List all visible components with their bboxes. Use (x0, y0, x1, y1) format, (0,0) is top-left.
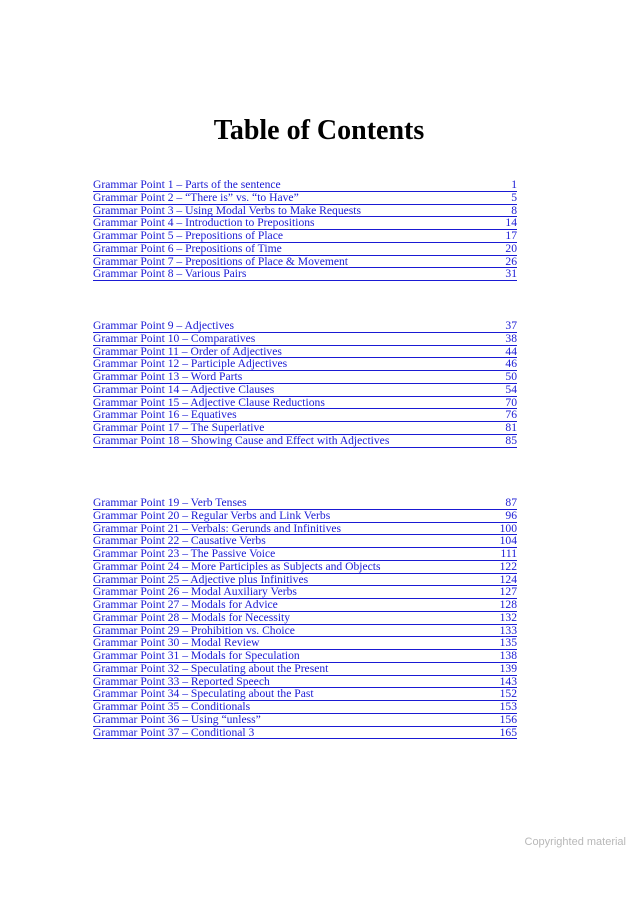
toc-entry-page-number: 135 (499, 636, 517, 650)
toc-entry-title: Grammar Point 13 – Word Parts (93, 370, 243, 383)
toc-entry-title: Grammar Point 10 – Comparatives (93, 331, 256, 345)
toc-entry-page-number: 37 (505, 319, 517, 332)
toc-entry-link[interactable] (93, 268, 517, 281)
toc-entry-title: Grammar Point 34 – Speculating about the Past (93, 687, 314, 701)
toc-entry-link[interactable] (93, 548, 517, 561)
toc-entry-page-number: 70 (505, 395, 517, 409)
toc-entry-link[interactable] (93, 320, 517, 333)
toc-entry-title: Grammar Point 9 – Adjectives (93, 319, 235, 332)
toc-entry-link[interactable] (93, 727, 517, 740)
toc-entry-page-number: 31 (505, 267, 517, 281)
toc-entry-link[interactable] (93, 243, 517, 256)
toc-entry-link[interactable] (93, 179, 517, 192)
toc-entry-link[interactable] (93, 435, 517, 448)
toc-entry-page-number: 152 (499, 687, 517, 701)
toc-entry-title: Grammar Point 14 – Adjective Clauses (93, 382, 275, 396)
toc-entry-title: Grammar Point 36 – Using “unless” (93, 712, 261, 726)
toc-entry-page-number: 124 (499, 572, 517, 586)
toc-entry-title: Grammar Point 18 – Showing Cause and Effect with Adjectives (93, 433, 390, 447)
toc-entry-title: Grammar Point 17 – The Superlative (93, 421, 265, 434)
toc-entry-title: Grammar Point 33 – Reported Speech (93, 674, 270, 688)
toc-entry-title: Grammar Point 37 – Conditional 3 (93, 725, 255, 739)
toc-entry-title: Grammar Point 8 – Various Pairs (93, 267, 247, 281)
toc-entry-page-number: 76 (505, 408, 517, 422)
toc-entry-title: Grammar Point 25 – Adjective plus Infinitives (93, 572, 309, 586)
toc-entry-title: Grammar Point 32 – Speculating about the Present (93, 661, 329, 675)
toc-entry-page-number: 133 (499, 623, 517, 637)
toc-entry-page-number: 156 (499, 712, 517, 726)
toc-entry-title: Grammar Point 27 – Modals for Advice (93, 598, 278, 611)
toc-entry-page-number: 153 (499, 700, 517, 713)
toc-entry-title: Grammar Point 20 – Regular Verbs and Link Verbs (93, 508, 331, 522)
toc-entry-link[interactable] (93, 612, 517, 625)
toc-entry-link[interactable] (93, 663, 517, 676)
toc-entry-title: Grammar Point 21 – Verbals: Gerunds and Infinitives (93, 521, 342, 535)
toc-entry-title: Grammar Point 3 – Using Modal Verbs to Make Requests (93, 203, 362, 217)
toc-entry-title: Grammar Point 1 – Parts of the sentence (93, 178, 281, 191)
toc-entry-page-number: 8 (511, 203, 517, 217)
toc-entry-title: Grammar Point 31 – Modals for Speculation (93, 649, 300, 662)
toc-entry-page-number: 87 (505, 496, 517, 509)
toc-section-3 (93, 497, 517, 739)
toc-entry-title: Grammar Point 16 – Equatives (93, 408, 237, 422)
toc-entry-link[interactable] (93, 701, 517, 714)
toc-entry-title: Grammar Point 35 – Conditionals (93, 700, 251, 713)
toc-entry-page-number: 139 (499, 661, 517, 675)
toc-entry-page-number: 38 (505, 331, 517, 345)
toc-entry-page-number: 54 (505, 382, 517, 396)
toc-entry-page-number: 85 (505, 433, 517, 447)
toc-entry-page-number: 104 (499, 534, 517, 548)
toc-entry-title: Grammar Point 28 – Modals for Necessity (93, 610, 291, 624)
toc-entry-link[interactable] (93, 650, 517, 663)
toc-entry-title: Grammar Point 7 – Prepositions of Place & Movement (93, 254, 349, 268)
toc-entry-title: Grammar Point 30 – Modal Review (93, 636, 260, 650)
toc-entry-link[interactable] (93, 714, 517, 727)
toc-entry-title: Grammar Point 23 – The Passive Voice (93, 547, 276, 560)
toc-entry-page-number: 46 (505, 357, 517, 371)
toc-entry-page-number: 100 (499, 521, 517, 535)
toc-entry-title: Grammar Point 24 – More Participles as Subjects and Objects (93, 559, 381, 573)
toc-entry-title: Grammar Point 6 – Prepositions of Time (93, 241, 282, 255)
toc-entry-title: Grammar Point 19 – Verb Tenses (93, 496, 247, 509)
toc-entry-title: Grammar Point 26 – Modal Auxiliary Verbs (93, 585, 297, 599)
page-title: Table of Contents (213, 115, 425, 146)
toc-entry-page-number: 26 (505, 254, 517, 268)
toc-entry-link[interactable] (93, 371, 517, 384)
toc-entry-link[interactable] (93, 192, 517, 205)
toc-entry-page-number: 44 (505, 344, 517, 358)
toc-entry-page-number: 132 (499, 610, 517, 624)
toc-entry-page-number: 127 (499, 585, 517, 599)
toc-entry-page-number: 96 (505, 508, 517, 522)
toc-entry-page-number: 143 (499, 674, 517, 688)
toc-entry-page-number: 122 (499, 559, 517, 573)
toc-entry-link[interactable] (93, 510, 517, 523)
toc-entry-page-number: 128 (499, 598, 517, 611)
toc-entry-title: Grammar Point 22 – Causative Verbs (93, 534, 266, 548)
toc-entry-link[interactable] (93, 497, 517, 510)
toc-entry-page-number: 165 (499, 725, 517, 739)
toc-entry-title: Grammar Point 29 – Prohibition vs. Choice (93, 623, 295, 637)
toc-entry-page-number: 20 (505, 241, 517, 255)
toc-entry-link[interactable] (93, 561, 517, 574)
toc-entry-title: Grammar Point 11 – Order of Adjectives (93, 344, 282, 358)
toc-entry-page-number: 111 (500, 547, 517, 560)
toc-entry-page-number: 81 (505, 421, 517, 434)
toc-entry-link[interactable] (93, 599, 517, 612)
toc-entry-title: Grammar Point 4 – Introduction to Prepositions (93, 216, 315, 230)
toc-entry-title: Grammar Point 12 – Participle Adjectives (93, 357, 288, 371)
toc-entry-page-number: 5 (511, 190, 517, 204)
toc-entry-title: Grammar Point 5 – Prepositions of Place (93, 229, 283, 242)
toc-section-2 (93, 320, 517, 448)
toc-entry-page-number: 50 (505, 370, 517, 383)
toc-section-1 (93, 179, 517, 281)
toc-entry-page-number: 14 (505, 216, 517, 230)
toc-entry-link[interactable] (93, 333, 517, 346)
toc-entry-page-number: 138 (499, 649, 517, 662)
toc-entry-title: Grammar Point 15 – Adjective Clause Reductions (93, 395, 325, 409)
toc-entry-link[interactable] (93, 384, 517, 397)
toc-entry-title: Grammar Point 2 – “There is” vs. “to Have” (93, 190, 299, 204)
toc-entry-link[interactable] (93, 422, 517, 435)
copyright-watermark: Copyrighted material (524, 836, 626, 848)
toc-entry-page-number: 1 (511, 178, 517, 191)
toc-entry-link[interactable] (93, 230, 517, 243)
toc-entry-page-number: 17 (505, 229, 517, 242)
